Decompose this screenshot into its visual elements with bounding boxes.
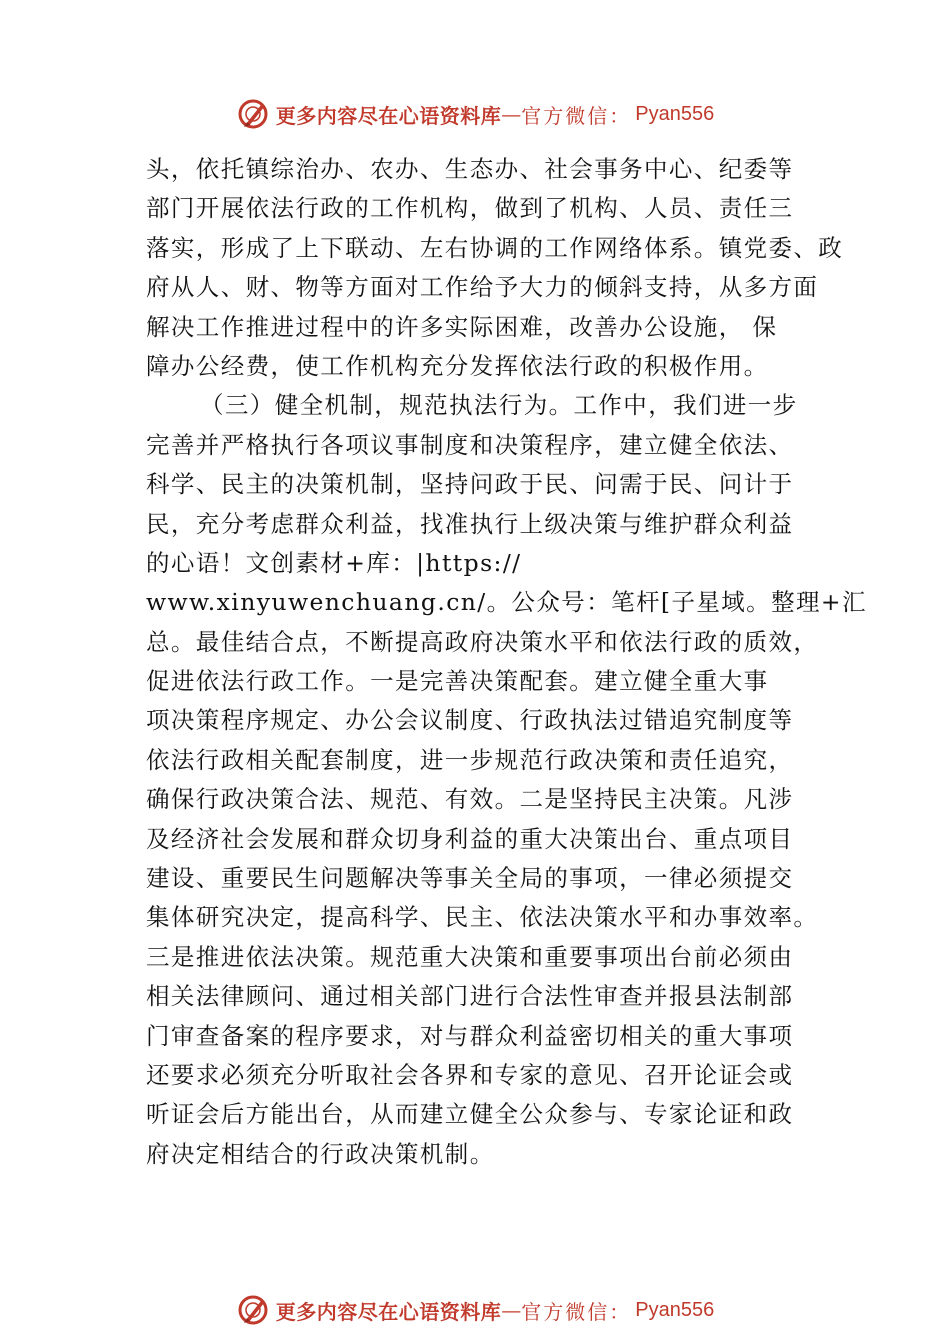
body-line: 部门开展依法行政的工作机构，做到了机构、人员、责任三 [146,194,794,223]
body-line: 听证会后方能出台，从而建立健全公众参与、专家论证和政 [146,1100,794,1129]
body-line: www.xinyuwenchuang.cn/。公众号：笔杆[子星域。整理+汇 [146,588,867,617]
body-line: 项决策程序规定、办公会议制度、行政执法过错追究制度等 [146,706,794,735]
footer-dash: — [501,1298,522,1322]
footer-brand [236,1293,714,1327]
body-line: 三是推进依法决策。规范重大决策和重要事项出台前必须由 [146,942,794,971]
section-heading-line: （三）健全机制，规范执法行为。工作中，我们进一步 [200,391,798,420]
body-line: 科学、民主的决策机制，坚持问政于民、问需于民、问计于 [146,470,794,499]
body-line: 府决定相结合的行政决策机制。 [146,1139,495,1168]
header-brand-text: 更多内容尽在心语资料库 [275,103,502,128]
body-line: 完善并严格执行各项议事制度和决策程序，建立健全依法、 [146,430,794,459]
page-footer [0,1290,950,1330]
footer-brand-text: 更多内容尽在心语资料库 [275,1299,502,1324]
body-line: 府从人、财、物等方面对工作给予大力的倾斜支持，从多方面 [146,273,819,302]
header-dash: — [501,102,522,126]
body-line: 解决工作推进过程中的许多实际困难，改善办公设施， 保 [146,312,778,341]
document-body [146,150,867,1174]
footer-wechat-id: Pyan556 [635,1298,715,1321]
footer-wechat-label: 官方微信： [521,1299,632,1324]
page-header [0,94,950,134]
pen-logo-icon [236,97,270,131]
body-line: 还要求必须充分听取社会各界和专家的意见、召开论证会或 [146,1060,794,1089]
body-line: 障办公经费，使工作机构充分发挥依法行政的积极作用。 [146,351,769,380]
body-line: 确保行政决策合法、规范、有效。二是坚持民主决策。凡涉 [146,785,794,814]
body-line: 的心语！文创素材+库：|https:// [146,548,522,577]
body-line: 头，依托镇综治办、农办、生态办、社会事务中心、纪委等 [146,155,794,183]
header-brand [236,97,714,131]
body-line: 依法行政相关配套制度，进一步规范行政决策和责任追究， [146,745,794,774]
header-wechat-label: 官方微信： [521,103,632,128]
body-line: 落实，形成了上下联动、左右协调的工作网络体系。镇党委、政 [146,233,844,262]
body-line: 建设、重要民生问题解决等事关全局的事项，一律必须提交 [146,864,794,893]
pen-logo-icon [236,1293,270,1327]
body-line: 门审查备案的程序要求，对与群众利益密切相关的重大事项 [146,1021,794,1050]
body-line: 总。最佳结合点，不断提高政府决策水平和依法行政的质效， [146,627,819,656]
body-line: 民，充分考虑群众利益，找准执行上级决策与维护群众利益 [146,509,794,538]
body-line: 及经济社会发展和群众切身利益的重大决策出台、重点项目 [146,824,794,853]
header-wechat-id: Pyan556 [635,102,715,125]
body-line: 集体研究决定，提高科学、民主、依法决策水平和办事效率。 [146,903,819,932]
body-line: 促进依法行政工作。一是完善决策配套。建立健全重大事 [146,667,769,696]
body-line: 相关法律顾问、通过相关部门进行合法性审查并报县法制部 [146,982,794,1011]
